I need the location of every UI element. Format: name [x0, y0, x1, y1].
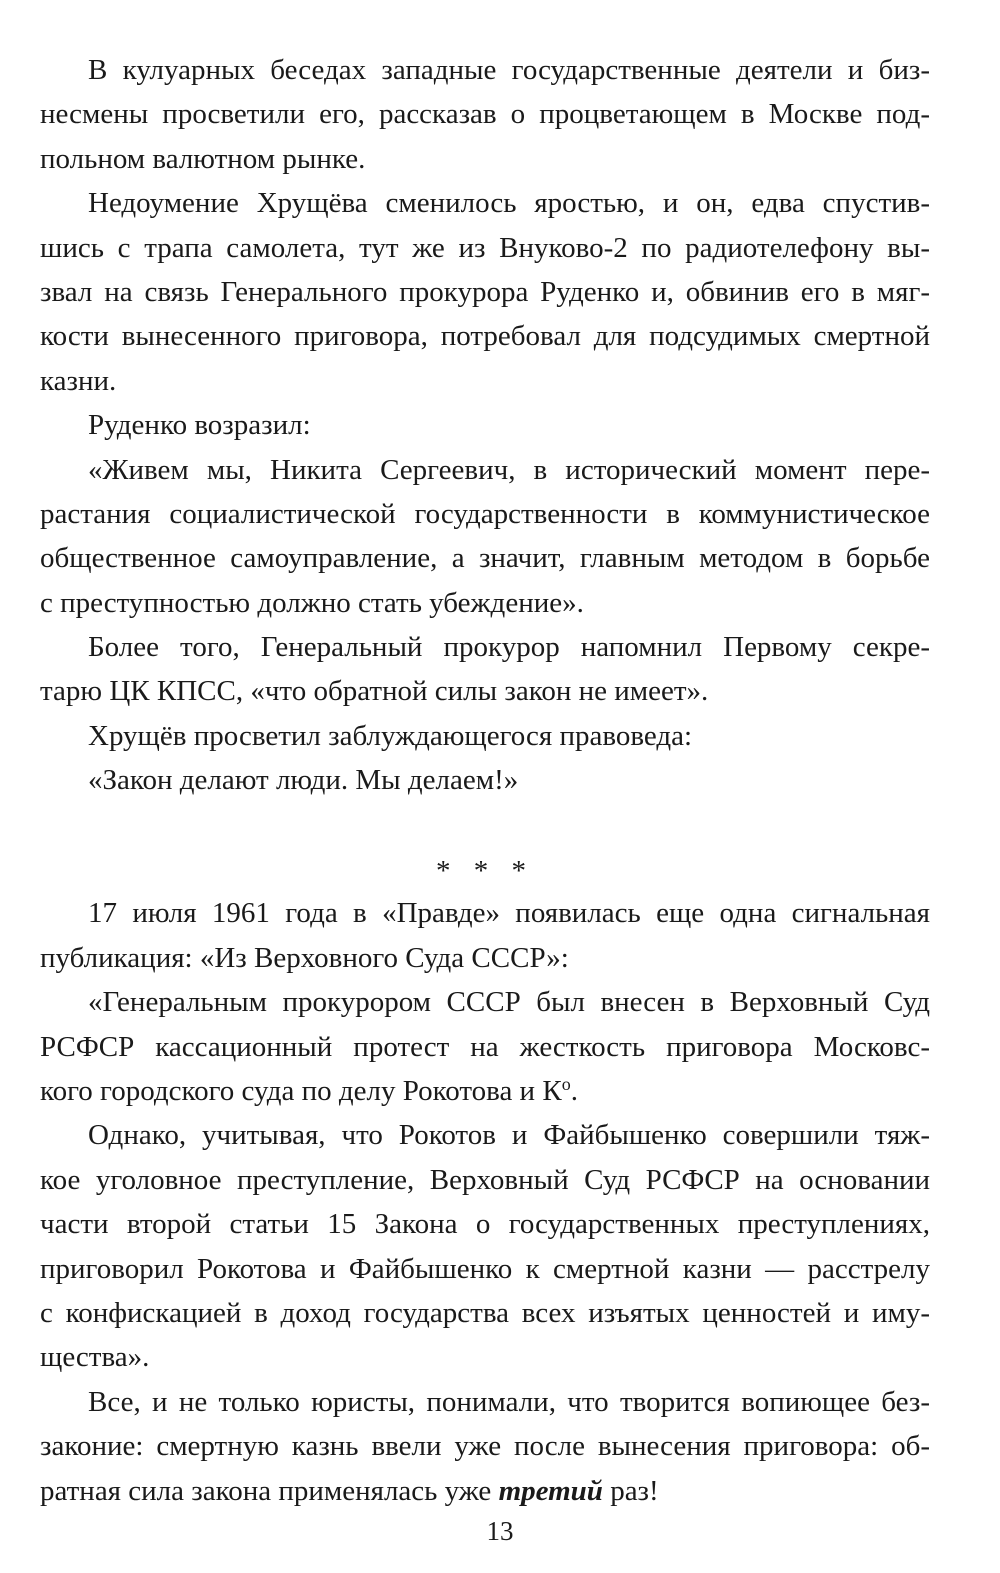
- text-line: публикация: «Из Верховного Суда СССР»:: [40, 941, 569, 974]
- text-line: РСФСР кассационный протест на жесткость приговора Московс-: [40, 1030, 930, 1063]
- text-fragment: раз!: [602, 1474, 659, 1507]
- text-line: тарю ЦК КПСС, «что обратной силы закон не имеет».: [40, 675, 709, 708]
- text-line: В кулуарных беседах западные государственные деятели и биз-: [88, 54, 930, 86]
- superscript: о: [561, 1074, 571, 1094]
- text-line: щества».: [40, 1341, 150, 1374]
- text-line: приговорил Рокотова и Файбышенко к смертной казни — расстрелу: [40, 1252, 930, 1285]
- page-number: 13: [486, 1516, 514, 1546]
- text-line: польном валютном рынке.: [40, 142, 366, 175]
- text-line: «Живем мы, Никита Сергеевич, в исторический момент пере-: [88, 453, 930, 486]
- text-line: Руденко возразил:: [88, 409, 311, 442]
- text-line: законие: смертную казнь ввели уже после вынесения приговора: об-: [40, 1430, 930, 1463]
- text-line: части второй статьи 15 Закона о государственных преступлениях,: [40, 1208, 930, 1241]
- text-fragment: .: [570, 1075, 578, 1107]
- text-line: Более того, Генеральный прокурор напомнил Первому секре-: [88, 631, 930, 664]
- emphasized-word: третий: [498, 1474, 603, 1507]
- text-line: Недоумение Хрущёва сменилось яростью, и он, едва спустив-: [88, 187, 930, 220]
- text-line: шись с трапа самолета, тут же из Внуково-2 по радиотелефону вы-: [40, 231, 930, 264]
- text-line: с преступностью должно стать убеждение».: [40, 586, 584, 619]
- text-line: Однако, учитывая, что Рокотов и Файбышенко совершили тяж-: [88, 1119, 930, 1152]
- text-line: казни.: [40, 364, 117, 397]
- page-text: [40, 48, 930, 1513]
- text-line: [40, 1069, 930, 1113]
- text-fragment: кого городского суда по делу Рокотова и К: [40, 1075, 562, 1107]
- text-fragment: ратная сила закона применялась уже: [40, 1474, 499, 1507]
- text-line: кости вынесенного приговора, потребовал для подсудимых смертной: [40, 320, 930, 353]
- text-line: [40, 1469, 930, 1513]
- text-line: растания социалистической государственности в коммунистическое: [40, 497, 930, 530]
- text-line: с конфискацией в доход государства всех изъятых ценностей и иму-: [40, 1296, 930, 1329]
- text-line: «Закон делают люди. Мы делаем!»: [88, 764, 519, 797]
- separator-asterisks: * * *: [436, 854, 534, 887]
- text-line: кое уголовное преступление, Верховный Суд РСФСР на основании: [40, 1163, 930, 1196]
- section-separator: [40, 803, 930, 892]
- text-line: 17 июля 1961 года в «Правде» появилась еще одна сигнальная: [88, 897, 930, 930]
- text-line: звал на связь Генерального прокурора Руденко и, обвинив его в мяг-: [40, 275, 930, 308]
- text-line: несмены просветили его, рассказав о процветающем в Москве под-: [40, 98, 930, 131]
- text-line: Хрущёв просветил заблуждающегося правоведа:: [88, 719, 693, 752]
- text-line: общественное самоуправление, а значит, главным методом в борьбе: [40, 542, 930, 575]
- text-line: «Генеральным прокурором СССР был внесен в Верховный Суд: [88, 986, 930, 1019]
- text-line: Все, и не только юристы, понимали, что творится вопиющее без-: [88, 1385, 930, 1418]
